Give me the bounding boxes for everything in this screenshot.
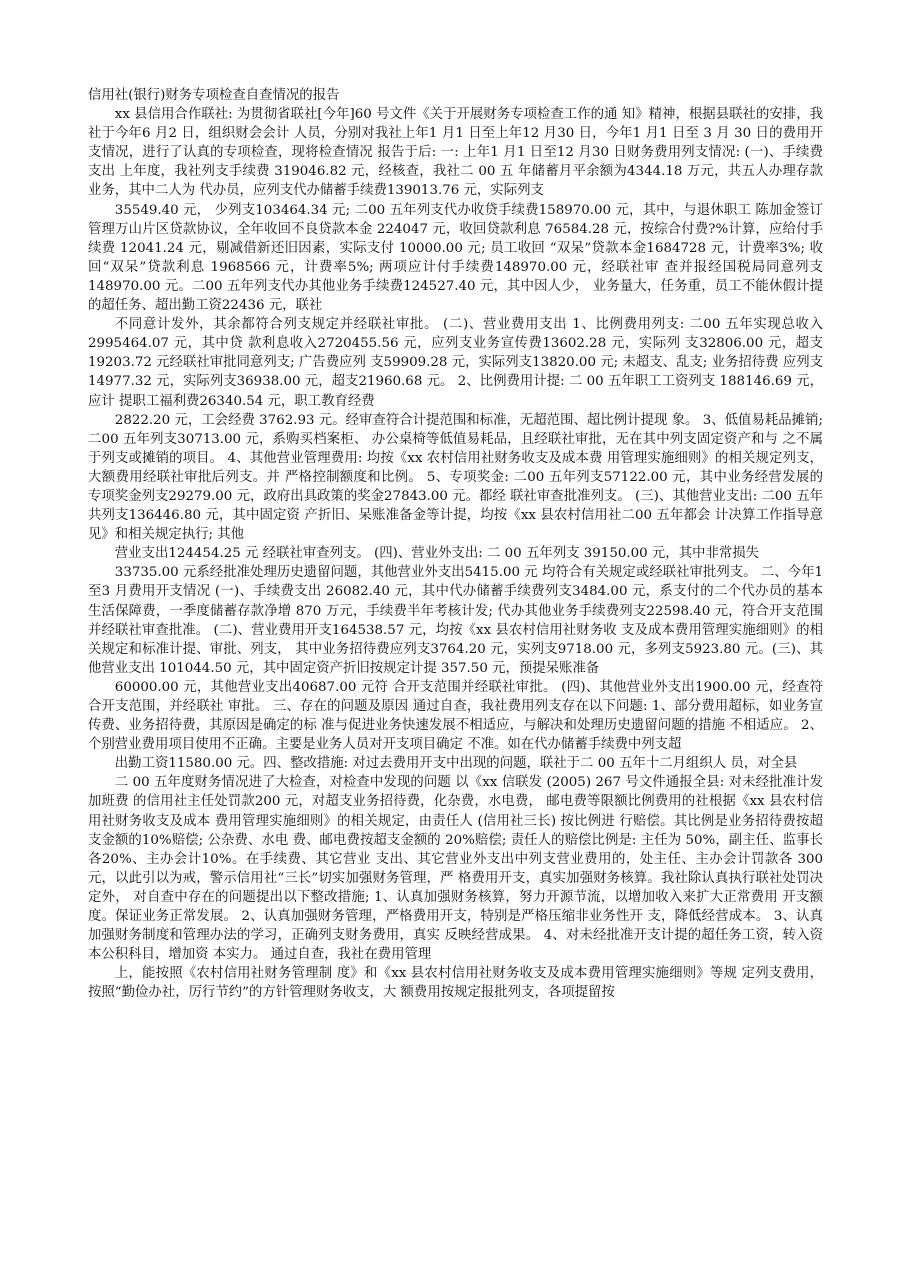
paragraph: xx 县信用合作联社: 为贯彻省联社[今年]60 号文件《关于开展财务专项检查工作的通 知》精神，根据县联社的安排，我社于今年6 月2 日，组织财会会计 人员，分别对我社上年1 月1 日至上年12 月30 日，今年1 月1 日至 3 月 30 日的费用开支情况，进行了认真的专项检查，现将检查情况 报告于后: 一: 上年1 月1 日至12 月30 日财务费用列支情况: (一)、手续费支出 上年度，我社列支手续费 319046.82 元，经核查，我社二 00 五 年储蓄月平余额为4344.18 万元，共五人办理存款业务，其中二人为 代办员，应列支代办储蓄手续费139013.76 元，实际列支 — [88, 107, 823, 199]
paragraph: 不同意计发外，其余都符合列支规定并经联社审批。 (二)、营业费用支出 1、比例费用列支: 二00 五年实现总收入2995464.07 元，其中贷 款利息收入2720455.56 元，应列支业务宣传费13602.28 元，实际列 支32806.00 元，超支19203.72 元经联社审批同意列支; 广告费应列 支59909.28 元，实际列支13820.00 元; 未超支、乱支; 业务招待费 应列支14977.32 元，实际列支36938.00 元，超支21960.68 元。 2、比例费用计提: 二 00 五年职工工资列支 188146.69 元，应计 提职工福利费26340.54 元，职工教育经费 — [88, 317, 823, 409]
paragraph: 营业支出124454.25 元 经联社审查列支。 (四)、营业外支出: 二 00 五年列支 39150.00 元，其中非常损失 — [114, 546, 760, 562]
paragraph: 33735.00 元系经批准处理历史遗留问题，其他营业外支出5415.00 元 均符合有关规定或经联社审批列支。 二、今年1 至3 月费用开支情况 (一)、手续费支出 26082.40 元，其中代办储蓄手续费列支3484.00 元，系支付的二个代办员的基本生活保障费，一季度储蓄存款净增 870 万元，手续费半年考核计发; 代办其他业务手续费列支22598.40 元，符合开支范围并经联社审查批准。 (二)、营业费用开支164538.57 元，均按《xx 县农村信用社财务收 支及成本费用管理实施细则》的相关规定和标准计提、审批、列支， 其中业务招待费应列支3764.20 元，实列支9718.00 元，多列支5923.80 元。(三)、其他营业支出 101044.50 元，其中固定资产折旧按规定计提 357.50 元，预提呆账准备 — [88, 565, 823, 676]
document-title: 信用社(银行)财务专项检查自查情况的报告 — [88, 88, 340, 103]
paragraph: 二 00 五年度财务情况进了大检查，对检查中发现的问题 以《xx 信联发 (2005) 267 号文件通报全县: 对未经批准计发加班费 的信用社主任处罚款200 元，对超支业务招待费，化杂费，水电费， 邮电费等限额比例费用的社根据《xx 县农村信用社财务收支及成本 费用管理实施细则》的相关规定，由责任人 (信用社三长) 按比例进 行赔偿。其比例是业务招待费按超支金额的10%赔偿; 公杂费、水电 费、邮电费按超支金额的 20%赔偿; 责任人的赔偿比例是: 主任为 50%，副主任、监事长各20%、主办会计10%。在手续费、其它营业 支出、其它营业外支出中列支营业费用的，处主任、主办会计罚款各 300 元，以此引以为戒，警示信用社“三长”切实加强财务管理，严 格费用开支，真实加强财务核算。我社除认真执行联社处罚决定外， 对自查中存在的问题提出以下整改措施; 1、认真加强财务核算，努力开源节流，以增加收入来扩大正常费用 开支额度。保证业务正常发展。 2、认真加强财务管理，严格费用开支，特别是严格压缩非业务性开 支，降低经营成本。 3、认真加强财务制度和管理办法的学习，正确列支财务费用，真实 反映经营成果。 4、对未经批准开支计提的超任务工资，转入资本公积科目，增加资 本实力。 通过自查，我社在费用管理 — [88, 775, 823, 963]
paragraph: 60000.00 元，其他营业支出40687.00 元符 合开支范围并经联社审批。 (四)、其他营业外支出1900.00 元，经查符合开支范围，并经联社 审批。 三、存在的问题及原因 通过自查，我社费用列支存在以下问题: 1、部分费用超标，如业务宣传费、业务招待费，其原因是确定的标 准与促进业务快速发展不相适应，与解决和处理历史遗留问题的措施 不相适应。 2、个别营业费用项目使用不正确。主要是业务人员对开支项目确定 不准。如在代办储蓄手续费中列支超 — [88, 679, 823, 753]
paragraph: 出勤工资11580.00 元。四、整改措施: 对过去费用开支中出现的问题，联社于二 00 五年十二月组织人 员，对全县 — [114, 756, 798, 772]
paragraph: 上，能按照《农村信用社财务管理制 度》和《xx 县农村信用社财务收支及成本费用管理实施细则》等规 定列支费用，按照“勤俭办社，厉行节约”的方针管理财务收支，大 额费用按规定报批列支，各项提留按 — [88, 966, 823, 1001]
paragraph: 2822.20 元，工会经费 3762.93 元。经审查符合计提范围和标准，无超范围、超比例计提现 象。 3、低值易耗品摊销; 二00 五年列支30713.00 元，系购买档案柜、 办公桌椅等低值易耗品，且经联社审批，无在其中列支固定资产和与 之不属于列支或摊销的项目。 4、其他营业管理费用: 均按《xx 农村信用社财务收支及成本费 用管理实施细则》的相关规定列支，大额费用经联社审批后列支。并 严格控制额度和比例。 5、专项奖金: 二00 五年列支57122.00 元，其中业务经营发展的 专项奖金列支29279.00 元，政府出具政策的奖金27843.00 元。都经 联社审查批准列支。 (三)、其他营业支出: 二00 五年共列支136446.80 元，其中固定资 产折旧、呆账准备金等计提，均按《xx 县农村信用社二00 五年都会 计决算工作指导意见》和相关规定执行; 其他 — [88, 412, 823, 543]
paragraph: 35549.40 元， 少列支103464.34 元; 二00 五年列支代办收贷手续费158970.00 元，其中，与退休职工 陈加金签订管理万山片区贷款协议，全年收回不良贷款本金 224047 元，收回贷款利息 76584.28 元，按综合付费?%计算，应给付手续费 12041.24 元，剔减借新还旧因素，实际支付 10000.00 元; 员工收回 “双呆”贷款本金1684728 元，计费率3%; 收回“双呆”贷款利息 1968566 元，计费率5%; 两项应计付手续费148970.00 元，经联社审 查并报经国税局同意列支148970.00 元。二00 五年列支代办其他业务手续费124527.40 元，其中因人少， 业务量大，任务重，员工不能休假计提的超任务、超出勤工资22436 元，联社 — [88, 202, 823, 314]
